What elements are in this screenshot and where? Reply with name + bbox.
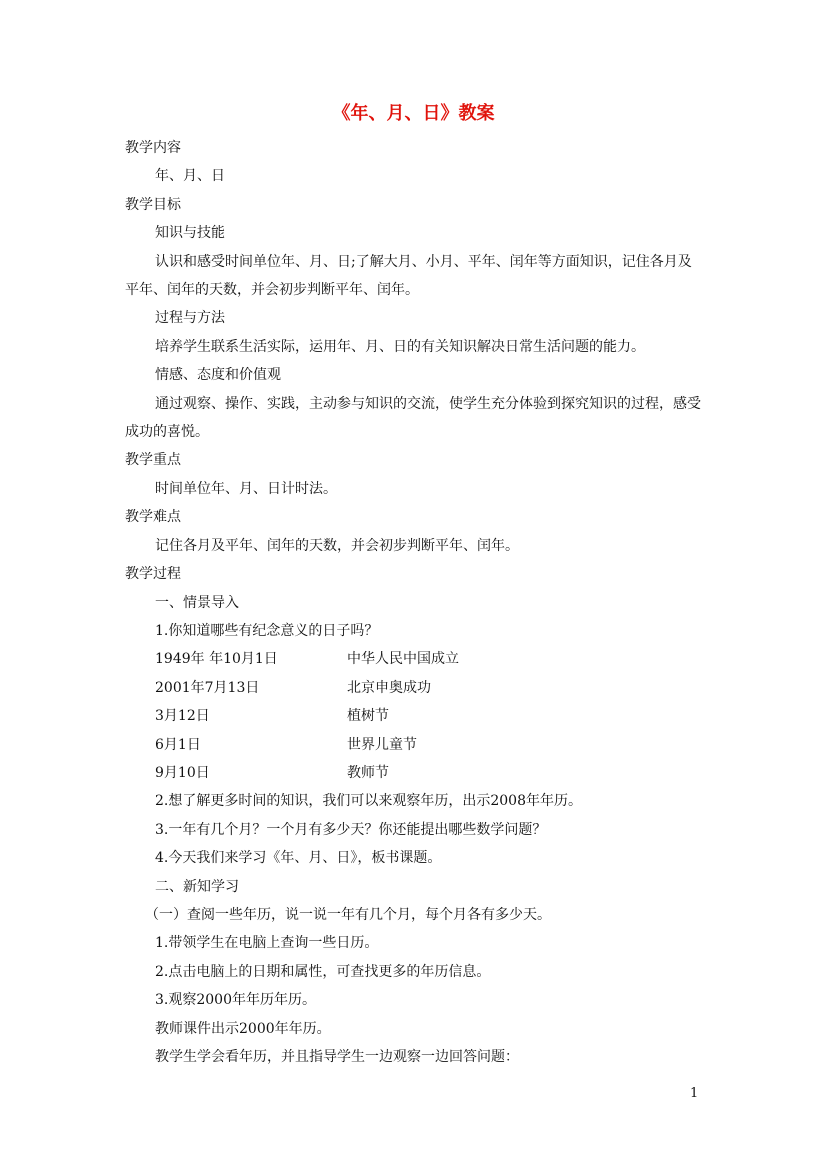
content-text: 年、月、日 [155, 168, 225, 185]
part2-step-3: 3.观察2000年年历年历。 [155, 992, 316, 1009]
key-text: 时间单位年、月、日计时法。 [155, 480, 337, 497]
date-cell: 1949年 年10月1日 [155, 651, 278, 668]
event-cell: 植树节 [347, 708, 389, 725]
date-cell: 6月1日 [155, 736, 201, 753]
content-heading: 教学内容 [125, 140, 181, 156]
part1-question-3: 3.一年有几个月？一个月有多少天？你还能提出哪些数学问题？ [155, 821, 547, 838]
part2-step-1: 1.带领学生在电脑上查询一些日历。 [155, 935, 379, 952]
document-title: 《年、月、日》教案 [332, 103, 495, 124]
date-cell: 3月12日 [155, 708, 210, 725]
part1-question-2: 2.想了解更多时间的知识，我们可以来观察年历，出示2008年年历。 [155, 793, 582, 810]
goal-heading: 教学目标 [125, 196, 181, 213]
part2-subheading: （一）查阅一些年历，说一说一年有几个月，每个月各有多少天。 [145, 906, 551, 923]
difficulty-text: 记住各月及平年、闰年的天数，并会初步判断平年、闰年。 [155, 537, 519, 554]
date-row [125, 702, 705, 730]
event-cell: 北京申奥成功 [347, 679, 431, 696]
difficulty-heading: 教学难点 [125, 509, 181, 526]
part2-heading: 二、新知学习 [155, 878, 239, 895]
goal-2-text: 培养学生联系生活实际，运用年、月、日的有关知识解决日常生活问题的能力。 [155, 338, 645, 355]
page-number: 1 [690, 1086, 699, 1101]
event-cell: 教师节 [347, 764, 389, 781]
goal-3-text: 通过观察、操作、实践，主动参与知识的交流，使学生充分体验到探究知识的过程，感受成功的喜悦。 [125, 395, 701, 441]
goal-1-text: 认识和感受时间单位年、月、日;了解大月、小月、平年、闰年等方面知识，记住各月及平年、闰年的天数，并会初步判断平年、闰年。 [125, 253, 692, 299]
document-body [125, 134, 705, 1071]
date-row [125, 645, 705, 673]
date-cell: 9月10日 [155, 764, 210, 781]
part2-step-5: 教学生学会看年历，并且指导学生一边观察一边回答问题： [155, 1049, 519, 1065]
date-row [125, 731, 705, 759]
goal-2-heading: 过程与方法 [155, 310, 225, 327]
date-cell: 2001年7月13日 [155, 679, 260, 696]
process-heading: 教学过程 [125, 566, 181, 583]
event-cell: 中华人民中国成立 [347, 651, 459, 668]
event-cell: 世界儿童节 [347, 736, 417, 753]
part1-question-1: 1.你知道哪些有纪念意义的日子吗？ [155, 622, 379, 639]
part2-step-2: 2.点击电脑上的日期和属性，可查找更多的年历信息。 [155, 963, 491, 980]
part1-heading: 一、情景导入 [155, 594, 239, 611]
part2-step-4: 教师课件出示2000年年历。 [155, 1020, 331, 1037]
goal-1-heading: 知识与技能 [155, 225, 225, 242]
part1-question-4: 4.今天我们来学习《年、月、日》，板书课题。 [155, 850, 442, 867]
date-row [125, 674, 705, 702]
date-row [125, 759, 705, 787]
key-heading: 教学重点 [125, 452, 181, 469]
goal-3-heading: 情感、态度和价值观 [155, 367, 281, 384]
